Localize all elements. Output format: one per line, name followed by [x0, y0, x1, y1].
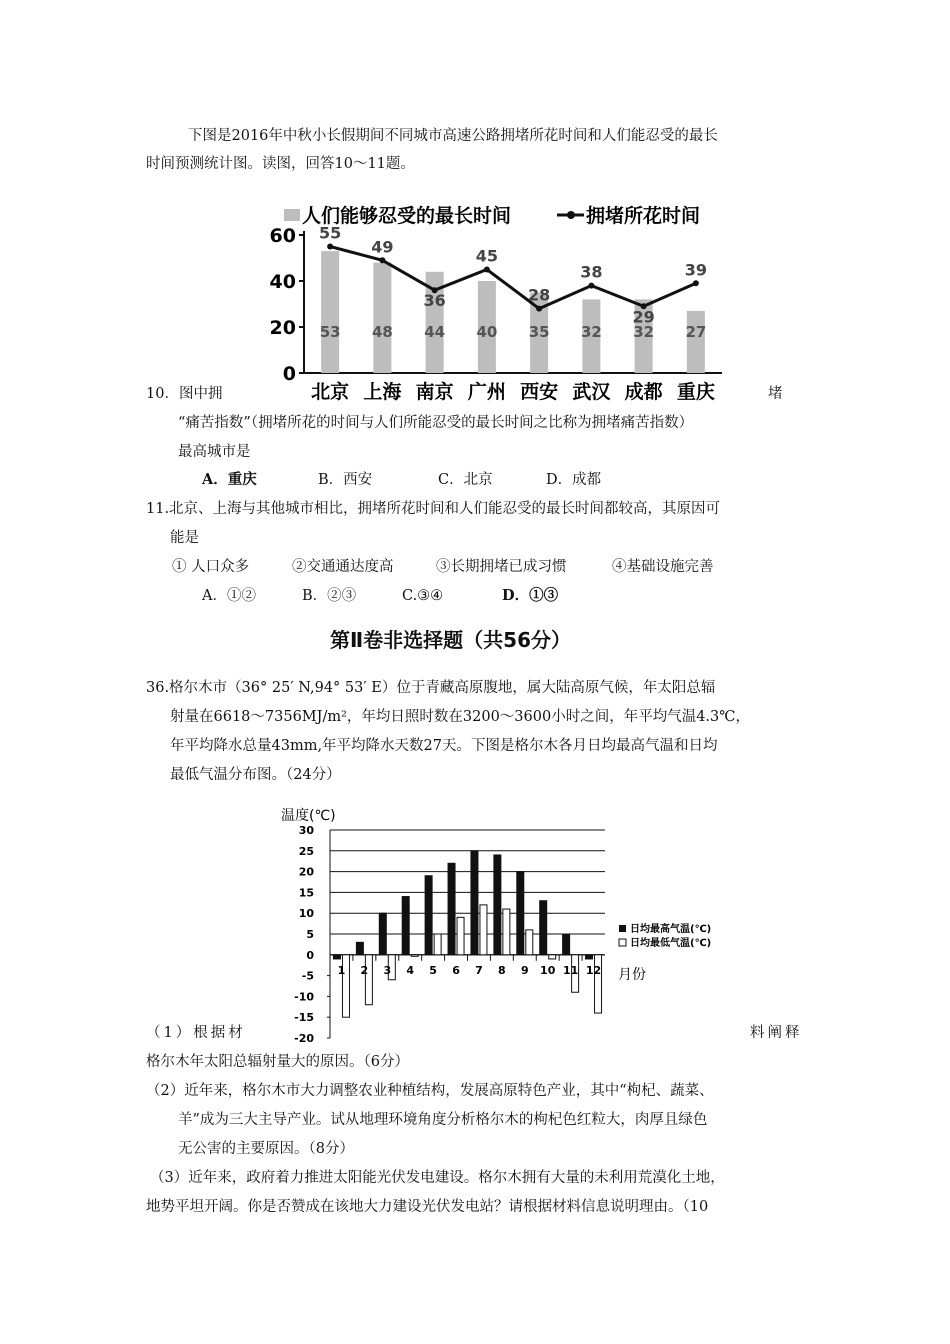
- chart1-bar-value-label: 53: [319, 323, 341, 341]
- chart1-legend-line-label: 拥堵所花时间: [586, 205, 701, 227]
- q10-stem-start: 10．图中拥: [146, 386, 223, 402]
- chart2-min-temp-bar: [411, 955, 418, 957]
- q11-option-c[interactable]: C.③④: [402, 588, 444, 604]
- chart2-y-tick-label: -10: [294, 990, 314, 1004]
- chart2-min-temp-bar: [434, 934, 441, 955]
- chart1-y-tick-label: 0: [282, 363, 296, 385]
- chart1-line-value-label: 29: [632, 307, 655, 327]
- chart1-y-tick-label: 40: [269, 271, 296, 293]
- chart2-y-tick-label: -5: [301, 969, 314, 983]
- q36-sub1-start: （1）根据材: [146, 1025, 246, 1041]
- q36-sub3-line-1: （3）近年来，政府着力推进太阳能光伏发电建设。格尔木拥有大量的未利用荒漠化土地，: [150, 1170, 725, 1186]
- chart1-bar-value-label: 40: [476, 323, 498, 341]
- chart2-x-tick-label: 11: [562, 963, 579, 977]
- chart1-x-tick-label: 南京: [415, 381, 454, 403]
- q11-stem-line-1: 11.北京、上海与其他城市相比，拥堵所花时间和人们能忍受的最长时间都较高，其原因可: [146, 501, 721, 517]
- chart2-max-temp-bar: [563, 934, 570, 955]
- chart2-max-temp-bar: [333, 955, 340, 959]
- chart1-x-tick-label: 重庆: [676, 381, 715, 403]
- chart1-legend: [284, 204, 700, 227]
- chart1-bar-value-label: 35: [528, 323, 550, 341]
- chart2-max-temp-bar: [586, 955, 593, 959]
- intro-line-2: 时间预测统计图。读图，回答10～11题。: [146, 156, 415, 172]
- chart2-y-tick-label: 10: [298, 907, 314, 921]
- chart2-y-tick-label: 0: [306, 948, 314, 962]
- chart1-y-tick-label: 20: [269, 317, 296, 339]
- chart2-max-temp-bar: [402, 897, 409, 955]
- chart1-legend-bar-label: 人们能够忍受的最长时间: [302, 205, 512, 227]
- chart2-y-tick-label: 25: [298, 844, 314, 858]
- chart2-max-temp-bar: [494, 855, 501, 955]
- q10-option-a[interactable]: A．重庆: [202, 471, 257, 488]
- chart2-x-tick-label: 1: [337, 963, 346, 977]
- chart1-bar-value-label: 32: [633, 323, 655, 341]
- chart1-x-tick-label: 西安: [520, 381, 559, 403]
- q36-sub2-line-3: 无公害的主要原因。（8分）: [178, 1141, 354, 1157]
- chart1-line-point: [536, 306, 542, 312]
- chart2-x-tick-label: 9: [520, 963, 529, 977]
- chart1-y-tick-label: 60: [269, 225, 296, 247]
- chart2-x-tick-label: 7: [475, 963, 483, 977]
- chart2-x-tick-label: 8: [498, 963, 506, 977]
- chart2-max-temp-bar: [540, 901, 547, 955]
- q36-sub2-line-1: （2）近年来，格尔木市大力调整农业种植结构，发展高原特色产业，其中“枸杞、蔬菜、: [146, 1083, 714, 1099]
- chart2-y-axis-title: 温度(℃): [281, 808, 336, 824]
- q11-option-d[interactable]: D．①③: [502, 587, 559, 604]
- q11-item-4: ④基础设施完善: [612, 559, 714, 575]
- chart2-max-temp-bar: [425, 876, 432, 955]
- chart2-max-temp-bar: [356, 942, 363, 954]
- chart2-x-tick-label: 4: [406, 963, 415, 977]
- chart1-line-value-label: 45: [475, 246, 499, 266]
- chart1-line-point: [327, 244, 333, 250]
- chart2-min-temp-bar: [480, 905, 487, 955]
- chart2-max-temp-bar: [517, 872, 524, 955]
- chart1-bar: [687, 311, 705, 373]
- chart1-legend-line-marker: [567, 211, 575, 219]
- chart1-x-tick-label: 上海: [363, 381, 402, 403]
- q36-stem-line-2: 射量在6618～7356MJ/m²，年均日照时数在3200～3600小时之间，年平均气温4.3℃，: [170, 709, 750, 725]
- chart2-x-tick-label: 6: [452, 963, 460, 977]
- chart1-line-value-label: 28: [527, 285, 551, 305]
- chart1-bar-value-label: 48: [371, 323, 393, 341]
- q36-sub3-line-2: 地势平坦开阔。你是否赞成在该地大力建设光伏发电站？请根据材料信息说明理由。（10: [146, 1199, 709, 1215]
- chart1-line-point: [484, 267, 490, 273]
- chart1-line-point: [379, 257, 385, 263]
- q36-sub1-line-2: 格尔木年太阳总辐射量大的原因。（6分）: [146, 1054, 409, 1070]
- section-title: 第Ⅱ卷非选择题（共56分）: [330, 628, 572, 652]
- chart1-bar-value-label: 32: [580, 323, 602, 341]
- chart2-x-axis-title: 月份: [618, 967, 646, 983]
- q11-item-2: ②交通通达度高: [292, 559, 394, 575]
- chart1-x-tick-label: 北京: [311, 381, 350, 403]
- chart1-x-tick-label: 武汉: [572, 381, 611, 403]
- chart1-bar: [373, 263, 391, 373]
- chart1-line-value-label: 36: [423, 291, 446, 311]
- chart2-min-temp-bar: [365, 955, 372, 1005]
- chart2-legend-max-label: 日均最高气温(℃): [630, 924, 712, 935]
- q11-option-b[interactable]: B．②③: [302, 588, 357, 604]
- chart1-line-point: [693, 280, 699, 286]
- q10-stem-tail: 堵: [768, 386, 783, 402]
- q10-stem-line-3: 最高城市是: [178, 444, 251, 460]
- chart2-y-tick-label: 30: [298, 824, 314, 837]
- chart1-line-value-label: 39: [684, 260, 708, 280]
- chart2-y-tick-label: 20: [298, 865, 314, 879]
- chart1-bar: [321, 251, 339, 373]
- chart1-bar-value-label: 27: [685, 323, 707, 341]
- chart1-line-value-label: 55: [318, 223, 342, 243]
- chart2-min-temp-bar: [457, 917, 464, 954]
- q36-stem-line-3: 年平均降水总量43mm,年平均降水天数27天。下图是格尔木各月日均最高气温和日均: [170, 738, 718, 754]
- q10-stem-line-2: “痛苦指数”（拥堵所花的时间与人们所能忍受的最长时间之比称为拥堵痛苦指数）: [178, 415, 694, 431]
- chart2-y-tick-label: -20: [294, 1032, 314, 1045]
- chart2-min-temp-bar: [503, 909, 510, 955]
- q10-option-b[interactable]: B．西安: [318, 472, 373, 488]
- chart2-min-temp-bar: [526, 930, 533, 955]
- chart1-line-value-label: 49: [371, 237, 394, 257]
- q11-item-3: ③长期拥堵已成习惯: [436, 559, 567, 575]
- q10-option-c[interactable]: C．北京: [438, 472, 493, 488]
- chart1-x-tick-label: 成都: [624, 381, 663, 403]
- q36-sub1-tail: 料阐释: [750, 1025, 803, 1041]
- chart2-legend-min-label: 日均最低气温(℃): [630, 938, 712, 949]
- chart2-y-tick-label: 5: [306, 928, 314, 941]
- congestion-chart: [262, 195, 732, 405]
- q11-item-1: ① 人口众多: [172, 559, 250, 575]
- chart2-x-tick-label: 5: [429, 963, 437, 977]
- chart1-x-tick-label: 广州: [467, 381, 506, 403]
- chart1-line-point: [588, 283, 594, 289]
- chart2-min-temp-bar: [549, 955, 556, 959]
- chart1-line-value-label: 38: [580, 262, 603, 282]
- q11-option-a[interactable]: A．①②: [202, 588, 256, 604]
- chart2-y-tick-label: -15: [294, 1011, 314, 1025]
- chart2-x-tick-label: 3: [383, 963, 392, 977]
- q36-stem-line-4: 最低气温分布图。（24分）: [170, 767, 341, 783]
- temperature-chart: [275, 800, 735, 1045]
- chart1-bar-value-label: 44: [424, 323, 446, 341]
- chart1-legend-bar-swatch: [284, 209, 300, 221]
- intro-line-1: 下图是2016年中秋小长假期间不同城市高速公路拥堵所花时间和人们能忍受的最长: [188, 128, 718, 144]
- chart2-y-tick-label: 15: [298, 886, 314, 900]
- q10-option-d[interactable]: D．成都: [546, 472, 602, 488]
- chart2-x-tick-label: 2: [360, 963, 369, 977]
- chart2-x-tick-label: 10: [540, 963, 556, 977]
- chart2-max-temp-bar: [471, 851, 478, 955]
- q36-stem-line-1: 36.格尔木市（36° 25′ N,94° 53′ E）位于青藏高原腹地，属大陆高原气候，年太阳总辐: [146, 680, 716, 696]
- chart2-max-temp-bar: [448, 863, 455, 955]
- chart2-max-temp-bar: [379, 913, 386, 955]
- q36-sub2-line-2: 羊”成为三大主导产业。试从地理环境角度分析格尔木的枸杞色红粒大，肉厚且绿色: [178, 1112, 708, 1128]
- chart2-x-tick-label: 12: [585, 963, 602, 977]
- q11-stem-line-2: 能是: [170, 530, 199, 546]
